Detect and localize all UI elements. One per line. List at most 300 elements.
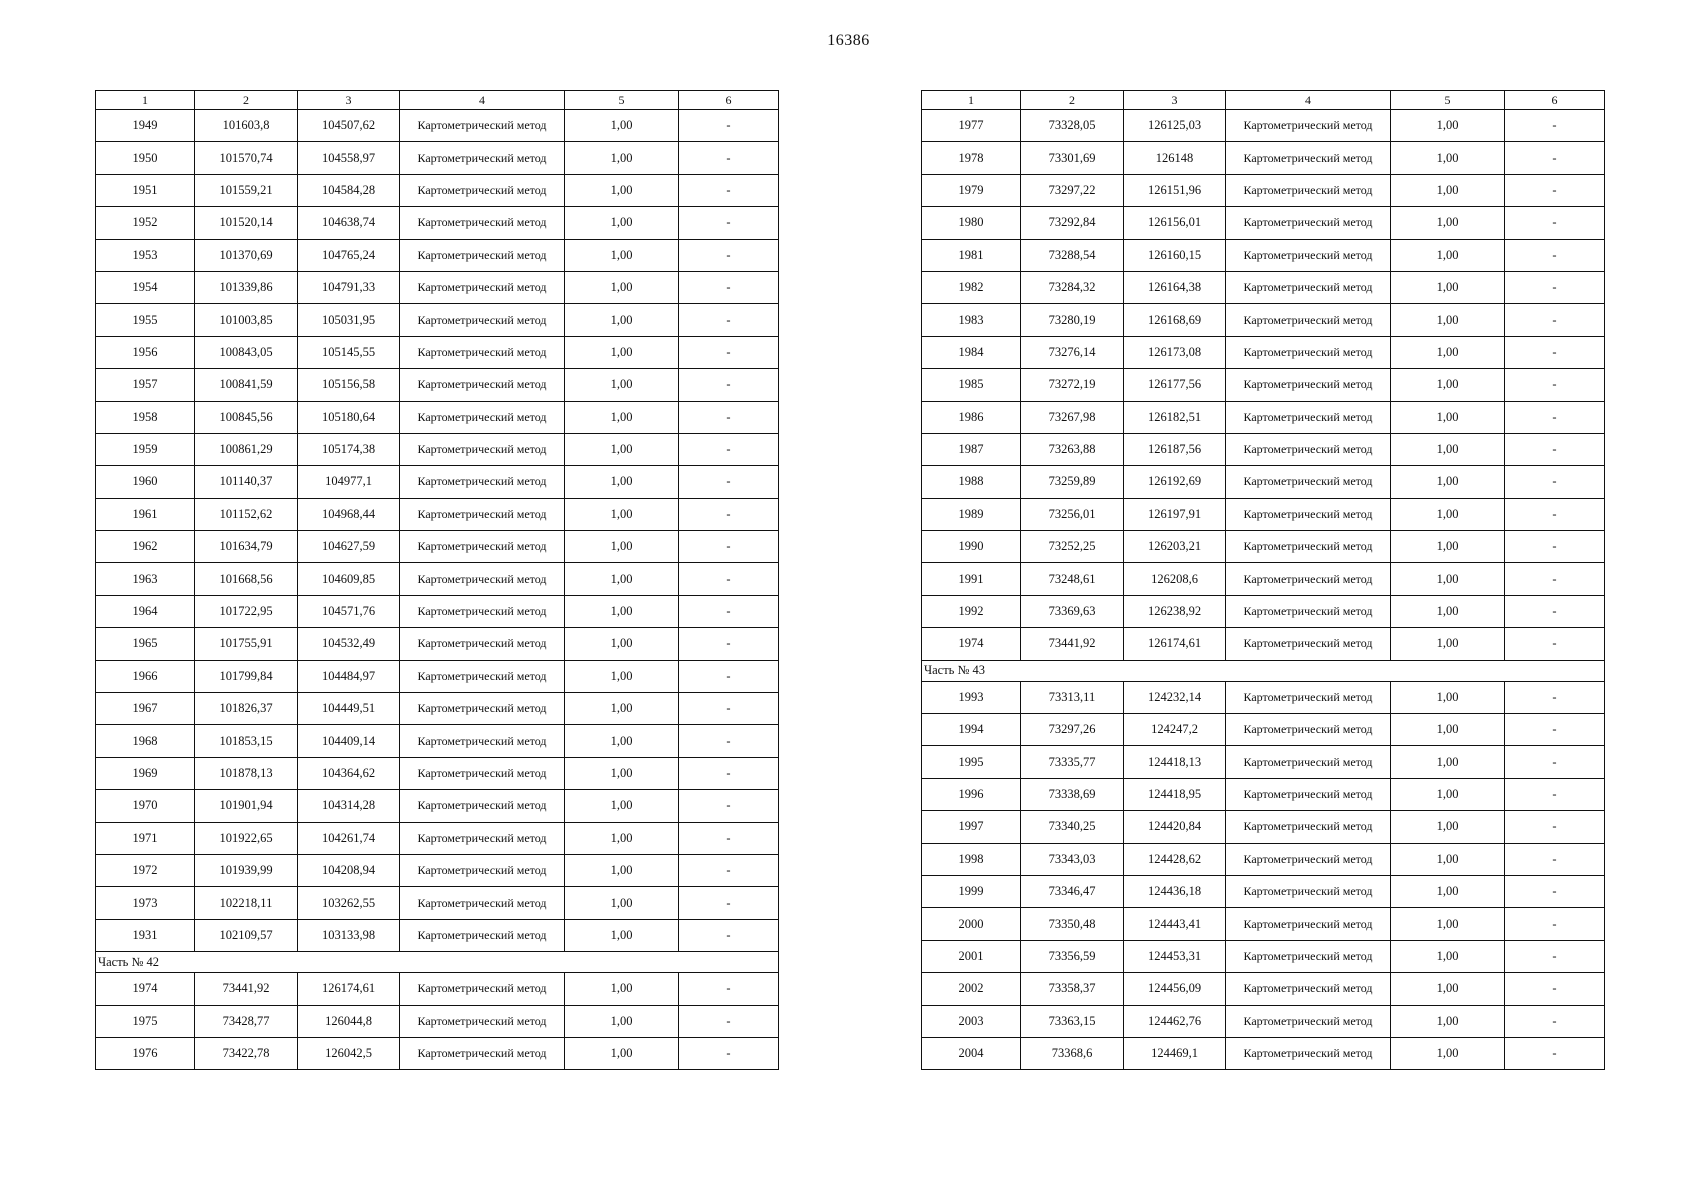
description-cell: -: [1505, 843, 1605, 875]
x-coordinate-cell: 73428,77: [195, 1005, 298, 1037]
accuracy-cell: 1,00: [1391, 174, 1505, 206]
x-coordinate-cell: 73369,63: [1021, 595, 1124, 627]
accuracy-cell: 1,00: [565, 973, 679, 1005]
accuracy-cell: 1,00: [1391, 973, 1505, 1005]
method-cell: Картометрический метод: [400, 466, 565, 498]
accuracy-cell: 1,00: [1391, 908, 1505, 940]
x-coordinate-cell: 101901,94: [195, 790, 298, 822]
point-number-cell: 1951: [96, 174, 195, 206]
y-coordinate-cell: 124428,62: [1124, 843, 1226, 875]
y-coordinate-cell: 105180,64: [298, 401, 400, 433]
table-row: [922, 304, 1605, 336]
method-cell: Картометрический метод: [400, 369, 565, 401]
x-coordinate-cell: 102109,57: [195, 919, 298, 951]
accuracy-cell: 1,00: [1391, 681, 1505, 713]
table-row: [96, 369, 779, 401]
y-coordinate-cell: 104484,97: [298, 660, 400, 692]
x-coordinate-cell: 73297,22: [1021, 174, 1124, 206]
point-number-cell: 1960: [96, 466, 195, 498]
x-coordinate-cell: 73441,92: [195, 973, 298, 1005]
method-cell: Картометрический метод: [400, 563, 565, 595]
table-row: [96, 1005, 779, 1037]
point-number-cell: 1988: [922, 466, 1021, 498]
method-cell: Картометрический метод: [400, 401, 565, 433]
table-row: [96, 401, 779, 433]
accuracy-cell: 1,00: [1391, 433, 1505, 465]
table-row: [96, 757, 779, 789]
method-cell: Картометрический метод: [400, 595, 565, 627]
accuracy-cell: 1,00: [565, 531, 679, 563]
method-cell: Картометрический метод: [1226, 973, 1391, 1005]
point-number-cell: 1969: [96, 757, 195, 789]
table-row: [96, 336, 779, 368]
description-cell: -: [1505, 174, 1605, 206]
y-coordinate-cell: 126203,21: [1124, 531, 1226, 563]
accuracy-cell: 1,00: [1391, 271, 1505, 303]
part-heading-row: [922, 660, 1605, 681]
accuracy-cell: 1,00: [565, 110, 679, 142]
description-cell: -: [1505, 940, 1605, 972]
y-coordinate-cell: 126182,51: [1124, 401, 1226, 433]
y-coordinate-cell: 126208,6: [1124, 563, 1226, 595]
description-cell: -: [1505, 369, 1605, 401]
y-coordinate-cell: 126177,56: [1124, 369, 1226, 401]
method-cell: Картометрический метод: [400, 433, 565, 465]
y-coordinate-cell: 126156,01: [1124, 207, 1226, 239]
table-row: [922, 142, 1605, 174]
description-cell: -: [1505, 1037, 1605, 1069]
y-coordinate-cell: 126173,08: [1124, 336, 1226, 368]
point-number-cell: 1993: [922, 681, 1021, 713]
x-coordinate-cell: 73335,77: [1021, 746, 1124, 778]
accuracy-cell: 1,00: [1391, 466, 1505, 498]
point-number-cell: 2000: [922, 908, 1021, 940]
method-cell: Картометрический метод: [400, 854, 565, 886]
description-cell: -: [679, 660, 779, 692]
table-row: [922, 466, 1605, 498]
column-header: 4: [1226, 91, 1391, 110]
point-number-cell: 1985: [922, 369, 1021, 401]
point-number-cell: 1968: [96, 725, 195, 757]
description-cell: -: [1505, 498, 1605, 530]
accuracy-cell: 1,00: [1391, 595, 1505, 627]
description-cell: -: [1505, 239, 1605, 271]
accuracy-cell: 1,00: [1391, 1005, 1505, 1037]
y-coordinate-cell: 124232,14: [1124, 681, 1226, 713]
table-row: [96, 595, 779, 627]
part-heading: Часть № 43: [922, 660, 1605, 681]
x-coordinate-cell: 73328,05: [1021, 110, 1124, 142]
table-row: [96, 725, 779, 757]
accuracy-cell: 1,00: [1391, 531, 1505, 563]
accuracy-cell: 1,00: [565, 563, 679, 595]
accuracy-cell: 1,00: [565, 660, 679, 692]
table-row: [922, 239, 1605, 271]
x-coordinate-cell: 73272,19: [1021, 369, 1124, 401]
accuracy-cell: 1,00: [565, 401, 679, 433]
x-coordinate-cell: 101370,69: [195, 239, 298, 271]
method-cell: Картометрический метод: [1226, 778, 1391, 810]
description-cell: -: [1505, 207, 1605, 239]
description-cell: -: [679, 142, 779, 174]
x-coordinate-cell: 73358,37: [1021, 973, 1124, 1005]
method-cell: Картометрический метод: [400, 822, 565, 854]
method-cell: Картометрический метод: [400, 531, 565, 563]
point-number-cell: 1956: [96, 336, 195, 368]
x-coordinate-cell: 101799,84: [195, 660, 298, 692]
point-number-cell: 1978: [922, 142, 1021, 174]
method-cell: Картометрический метод: [1226, 531, 1391, 563]
x-coordinate-cell: 101003,85: [195, 304, 298, 336]
point-number-cell: 1999: [922, 875, 1021, 907]
table-row: [96, 174, 779, 206]
point-number-cell: 1973: [96, 887, 195, 919]
x-coordinate-cell: 73350,48: [1021, 908, 1124, 940]
column-header: 4: [400, 91, 565, 110]
description-cell: -: [1505, 714, 1605, 746]
x-coordinate-cell: 101603,8: [195, 110, 298, 142]
y-coordinate-cell: 103262,55: [298, 887, 400, 919]
column-header: 5: [565, 91, 679, 110]
x-coordinate-cell: 73280,19: [1021, 304, 1124, 336]
accuracy-cell: 1,00: [565, 1037, 679, 1069]
table-row: [922, 271, 1605, 303]
accuracy-cell: 1,00: [1391, 498, 1505, 530]
coordinates-table-left: [95, 90, 779, 1070]
point-number-cell: 1958: [96, 401, 195, 433]
description-cell: -: [1505, 908, 1605, 940]
method-cell: Картометрический метод: [400, 142, 565, 174]
point-number-cell: 1953: [96, 239, 195, 271]
y-coordinate-cell: 124453,31: [1124, 940, 1226, 972]
method-cell: Картометрический метод: [1226, 239, 1391, 271]
x-coordinate-cell: 100841,59: [195, 369, 298, 401]
column-header: 5: [1391, 91, 1505, 110]
method-cell: Картометрический метод: [1226, 595, 1391, 627]
point-number-cell: 1997: [922, 811, 1021, 843]
description-cell: -: [1505, 811, 1605, 843]
description-cell: -: [679, 498, 779, 530]
accuracy-cell: 1,00: [565, 628, 679, 660]
table-row: [922, 595, 1605, 627]
table-row: [922, 681, 1605, 713]
method-cell: Картометрический метод: [400, 239, 565, 271]
accuracy-cell: 1,00: [1391, 401, 1505, 433]
point-number-cell: 1971: [96, 822, 195, 854]
description-cell: -: [679, 401, 779, 433]
y-coordinate-cell: 126044,8: [298, 1005, 400, 1037]
x-coordinate-cell: 73346,47: [1021, 875, 1124, 907]
y-coordinate-cell: 124462,76: [1124, 1005, 1226, 1037]
table-row: [922, 973, 1605, 1005]
method-cell: Картометрический метод: [1226, 207, 1391, 239]
column-header: 2: [1021, 91, 1124, 110]
description-cell: -: [679, 693, 779, 725]
y-coordinate-cell: 126125,03: [1124, 110, 1226, 142]
method-cell: Картометрический метод: [400, 271, 565, 303]
accuracy-cell: 1,00: [565, 887, 679, 919]
table-row: [922, 531, 1605, 563]
description-cell: -: [679, 531, 779, 563]
accuracy-cell: 1,00: [1391, 1037, 1505, 1069]
method-cell: Картометрический метод: [1226, 875, 1391, 907]
method-cell: Картометрический метод: [400, 336, 565, 368]
x-coordinate-cell: 73256,01: [1021, 498, 1124, 530]
y-coordinate-cell: 124420,84: [1124, 811, 1226, 843]
y-coordinate-cell: 104968,44: [298, 498, 400, 530]
point-number-cell: 1992: [922, 595, 1021, 627]
table-row: [96, 498, 779, 530]
description-cell: -: [1505, 973, 1605, 1005]
accuracy-cell: 1,00: [1391, 369, 1505, 401]
table-row: [96, 822, 779, 854]
x-coordinate-cell: 73313,11: [1021, 681, 1124, 713]
x-coordinate-cell: 101878,13: [195, 757, 298, 789]
y-coordinate-cell: 104507,62: [298, 110, 400, 142]
y-coordinate-cell: 104638,74: [298, 207, 400, 239]
part-heading: Часть № 42: [96, 952, 779, 973]
table-row: [96, 973, 779, 1005]
method-cell: Картометрический метод: [400, 887, 565, 919]
description-cell: -: [1505, 875, 1605, 907]
table-row: [922, 714, 1605, 746]
accuracy-cell: 1,00: [1391, 714, 1505, 746]
table-row: [922, 1005, 1605, 1037]
accuracy-cell: 1,00: [565, 369, 679, 401]
point-number-cell: 1962: [96, 531, 195, 563]
method-cell: Картометрический метод: [1226, 908, 1391, 940]
y-coordinate-cell: 104571,76: [298, 595, 400, 627]
point-number-cell: 1961: [96, 498, 195, 530]
table-row: [922, 940, 1605, 972]
table-row: [922, 778, 1605, 810]
method-cell: Картометрический метод: [1226, 466, 1391, 498]
table-row: [96, 693, 779, 725]
point-number-cell: 1990: [922, 531, 1021, 563]
y-coordinate-cell: 105156,58: [298, 369, 400, 401]
x-coordinate-cell: 101559,21: [195, 174, 298, 206]
accuracy-cell: 1,00: [565, 498, 679, 530]
description-cell: -: [1505, 466, 1605, 498]
table-row: [922, 746, 1605, 778]
x-coordinate-cell: 102218,11: [195, 887, 298, 919]
point-number-cell: 1986: [922, 401, 1021, 433]
point-number-cell: 1955: [96, 304, 195, 336]
description-cell: -: [679, 563, 779, 595]
description-cell: -: [1505, 336, 1605, 368]
description-cell: -: [679, 1005, 779, 1037]
accuracy-cell: 1,00: [565, 304, 679, 336]
table-row: [96, 887, 779, 919]
point-number-cell: 1972: [96, 854, 195, 886]
description-cell: -: [1505, 595, 1605, 627]
column-header: 2: [195, 91, 298, 110]
table-row: [96, 563, 779, 595]
point-number-cell: 1982: [922, 271, 1021, 303]
description-cell: -: [679, 1037, 779, 1069]
table-row: [922, 207, 1605, 239]
accuracy-cell: 1,00: [1391, 563, 1505, 595]
description-cell: -: [679, 919, 779, 951]
accuracy-cell: 1,00: [1391, 778, 1505, 810]
point-number-cell: 1989: [922, 498, 1021, 530]
description-cell: -: [1505, 110, 1605, 142]
accuracy-cell: 1,00: [565, 854, 679, 886]
x-coordinate-cell: 73340,25: [1021, 811, 1124, 843]
table-row: [922, 110, 1605, 142]
table-row: [96, 110, 779, 142]
method-cell: Картометрический метод: [400, 660, 565, 692]
accuracy-cell: 1,00: [1391, 811, 1505, 843]
accuracy-cell: 1,00: [565, 433, 679, 465]
y-coordinate-cell: 105031,95: [298, 304, 400, 336]
description-cell: -: [679, 271, 779, 303]
x-coordinate-cell: 73368,6: [1021, 1037, 1124, 1069]
y-coordinate-cell: 104765,24: [298, 239, 400, 271]
description-cell: -: [679, 822, 779, 854]
method-cell: Картометрический метод: [400, 973, 565, 1005]
x-coordinate-cell: 101570,74: [195, 142, 298, 174]
x-coordinate-cell: 101140,37: [195, 466, 298, 498]
method-cell: Картометрический метод: [400, 207, 565, 239]
method-cell: Картометрический метод: [1226, 1005, 1391, 1037]
y-coordinate-cell: 124456,09: [1124, 973, 1226, 1005]
point-number-cell: 1975: [96, 1005, 195, 1037]
accuracy-cell: 1,00: [565, 174, 679, 206]
method-cell: Картометрический метод: [1226, 811, 1391, 843]
method-cell: Картометрический метод: [1226, 746, 1391, 778]
method-cell: Картометрический метод: [1226, 498, 1391, 530]
description-cell: -: [1505, 746, 1605, 778]
description-cell: -: [1505, 778, 1605, 810]
table-body: [96, 110, 779, 1070]
point-number-cell: 2001: [922, 940, 1021, 972]
x-coordinate-cell: 73343,03: [1021, 843, 1124, 875]
method-cell: Картометрический метод: [1226, 433, 1391, 465]
point-number-cell: 1970: [96, 790, 195, 822]
accuracy-cell: 1,00: [1391, 628, 1505, 660]
table-row: [922, 369, 1605, 401]
y-coordinate-cell: 126160,15: [1124, 239, 1226, 271]
method-cell: Картометрический метод: [1226, 628, 1391, 660]
page-number: 16386: [827, 32, 870, 49]
table-row: [96, 854, 779, 886]
accuracy-cell: 1,00: [1391, 746, 1505, 778]
description-cell: -: [679, 304, 779, 336]
point-number-cell: 1976: [96, 1037, 195, 1069]
description-cell: -: [679, 628, 779, 660]
point-number-cell: 1957: [96, 369, 195, 401]
method-cell: Картометрический метод: [1226, 142, 1391, 174]
x-coordinate-cell: 101668,56: [195, 563, 298, 595]
table-row: [96, 304, 779, 336]
x-coordinate-cell: 73422,78: [195, 1037, 298, 1069]
method-cell: Картометрический метод: [1226, 369, 1391, 401]
column-header: 3: [1124, 91, 1226, 110]
method-cell: Картометрический метод: [1226, 681, 1391, 713]
description-cell: -: [679, 595, 779, 627]
point-number-cell: 2003: [922, 1005, 1021, 1037]
accuracy-cell: 1,00: [565, 919, 679, 951]
point-number-cell: 1963: [96, 563, 195, 595]
x-coordinate-cell: 101722,95: [195, 595, 298, 627]
x-coordinate-cell: 73276,14: [1021, 336, 1124, 368]
y-coordinate-cell: 124436,18: [1124, 875, 1226, 907]
table-row: [922, 498, 1605, 530]
method-cell: Картометрический метод: [400, 790, 565, 822]
accuracy-cell: 1,00: [1391, 207, 1505, 239]
accuracy-cell: 1,00: [565, 207, 679, 239]
table-row: [96, 1037, 779, 1069]
table-row: [922, 875, 1605, 907]
y-coordinate-cell: 103133,98: [298, 919, 400, 951]
method-cell: Картометрический метод: [1226, 714, 1391, 746]
y-coordinate-cell: 126174,61: [298, 973, 400, 1005]
point-number-cell: 1984: [922, 336, 1021, 368]
x-coordinate-cell: 73252,25: [1021, 531, 1124, 563]
method-cell: Картометрический метод: [1226, 843, 1391, 875]
point-number-cell: 1950: [96, 142, 195, 174]
x-coordinate-cell: 100845,56: [195, 401, 298, 433]
accuracy-cell: 1,00: [1391, 304, 1505, 336]
x-coordinate-cell: 101853,15: [195, 725, 298, 757]
y-coordinate-cell: 104364,62: [298, 757, 400, 789]
description-cell: -: [679, 757, 779, 789]
part-heading-row: [96, 952, 779, 973]
table-row: [96, 466, 779, 498]
method-cell: Картометрический метод: [1226, 110, 1391, 142]
accuracy-cell: 1,00: [1391, 843, 1505, 875]
table-row: [922, 174, 1605, 206]
point-number-cell: 1979: [922, 174, 1021, 206]
y-coordinate-cell: 126197,91: [1124, 498, 1226, 530]
x-coordinate-cell: 101634,79: [195, 531, 298, 563]
y-coordinate-cell: 104791,33: [298, 271, 400, 303]
y-coordinate-cell: 104627,59: [298, 531, 400, 563]
x-coordinate-cell: 73441,92: [1021, 628, 1124, 660]
y-coordinate-cell: 126192,69: [1124, 466, 1226, 498]
y-coordinate-cell: 105145,55: [298, 336, 400, 368]
method-cell: Картометрический метод: [400, 919, 565, 951]
y-coordinate-cell: 105174,38: [298, 433, 400, 465]
x-coordinate-cell: 101339,86: [195, 271, 298, 303]
point-number-cell: 1949: [96, 110, 195, 142]
accuracy-cell: 1,00: [565, 822, 679, 854]
x-coordinate-cell: 100861,29: [195, 433, 298, 465]
point-number-cell: 1954: [96, 271, 195, 303]
accuracy-cell: 1,00: [565, 142, 679, 174]
x-coordinate-cell: 73263,88: [1021, 433, 1124, 465]
accuracy-cell: 1,00: [565, 1005, 679, 1037]
description-cell: -: [679, 854, 779, 886]
point-number-cell: 1980: [922, 207, 1021, 239]
x-coordinate-cell: 101826,37: [195, 693, 298, 725]
description-cell: -: [679, 110, 779, 142]
accuracy-cell: 1,00: [565, 271, 679, 303]
point-number-cell: 2004: [922, 1037, 1021, 1069]
table-row: [96, 207, 779, 239]
table-row: [96, 919, 779, 951]
y-coordinate-cell: 104532,49: [298, 628, 400, 660]
point-number-cell: 2002: [922, 973, 1021, 1005]
accuracy-cell: 1,00: [1391, 142, 1505, 174]
description-cell: -: [679, 433, 779, 465]
table-row: [922, 628, 1605, 660]
table-row: [922, 433, 1605, 465]
description-cell: -: [679, 174, 779, 206]
method-cell: Картометрический метод: [400, 757, 565, 789]
table-row: [922, 401, 1605, 433]
